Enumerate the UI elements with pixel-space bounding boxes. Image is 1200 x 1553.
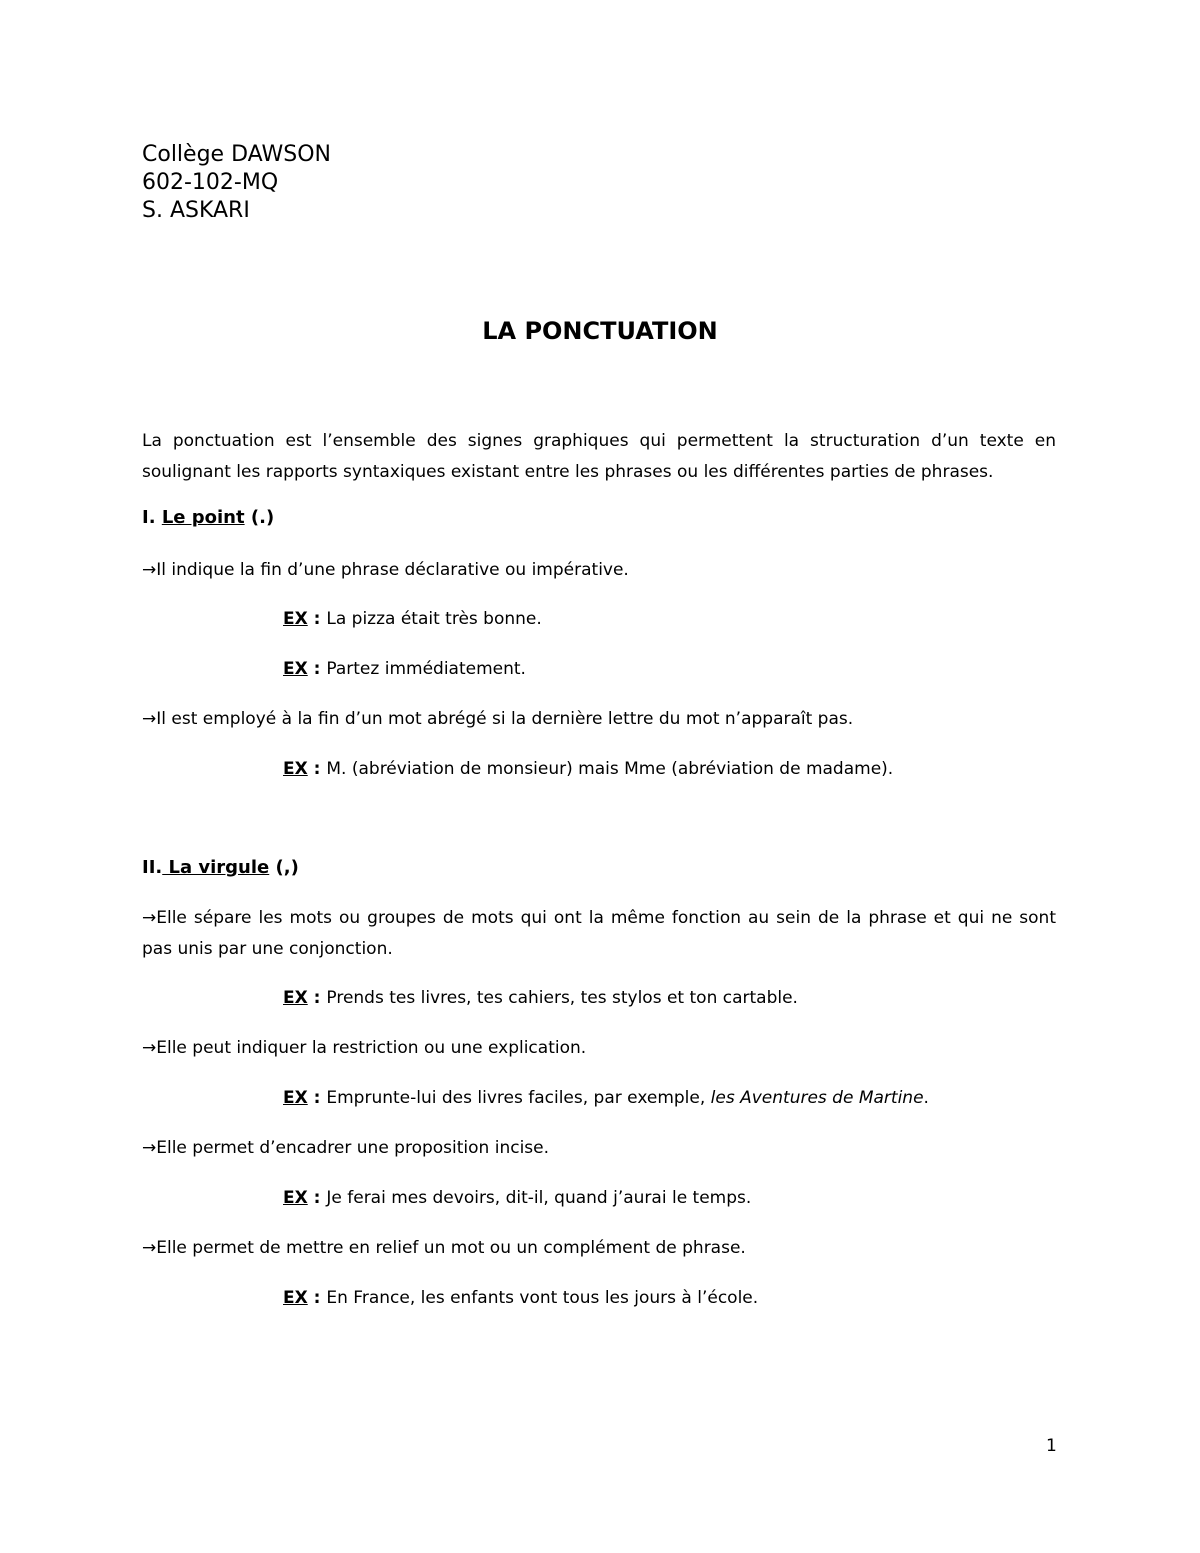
ex-label: EX (283, 1288, 308, 1308)
example-line (283, 986, 798, 1010)
ex-label: EX (283, 1088, 308, 1108)
ex-label: EX (283, 988, 308, 1008)
example-text-end: . (923, 1088, 929, 1108)
header-block (142, 141, 331, 225)
example-line (283, 1086, 929, 1110)
example-line (283, 1286, 758, 1310)
ex-label: EX (283, 759, 308, 779)
example-text: Je ferai mes devoirs, dit-il, quand j’aurai le temps. (326, 1188, 752, 1208)
ex-colon: : (307, 1088, 327, 1108)
example-book-title: les Aventures de Martine (710, 1088, 924, 1108)
college-name: Collège DAWSON (142, 142, 331, 167)
author-name: S. ASKARI (142, 198, 250, 223)
section-symbol: (.) (244, 507, 275, 528)
section-heading-point (142, 506, 274, 530)
rule-virgule-1: →Elle sépare les mots ou groupes de mots qui ont la même fonction au sein de la phrase et qui ne sont pas unis par une conjonction. (142, 908, 1056, 959)
example-text: M. (abréviation de monsieur) mais Mme (abréviation de madame). (326, 759, 894, 779)
rule-virgule-4: →Elle permet de mettre en relief un mot ou un complément de phrase. (142, 1238, 746, 1258)
ex-colon: : (307, 1188, 327, 1208)
rule-point-2: →Il est employé à la fin d’un mot abrégé si la dernière lettre du mot n’apparaît pas. (142, 709, 854, 729)
ex-colon: : (307, 1288, 327, 1308)
page-number: 1 (1046, 1436, 1057, 1456)
rule-virgule-2: →Elle peut indiquer la restriction ou une explication. (142, 1038, 587, 1058)
section-symbol: (,) (269, 857, 299, 878)
example-text: La pizza était très bonne. (326, 609, 542, 629)
section-number: I. (142, 507, 162, 528)
ex-label: EX (283, 609, 308, 629)
ex-label: EX (283, 659, 308, 679)
ex-colon: : (307, 759, 327, 779)
rule-virgule-3: →Elle permet d’encadrer une proposition incise. (142, 1138, 550, 1158)
intro-paragraph: La ponctuation est l’ensemble des signes graphiques qui permettent la structuration d’un texte en soulignant les rapports syntaxiques existant entre les phrases ou les différentes parties de phrases. (142, 431, 1056, 482)
page-title: LA PONCTUATION (482, 317, 718, 345)
example-text: Partez immédiatement. (326, 659, 526, 679)
section-number: II. (142, 857, 163, 878)
example-line (283, 657, 526, 681)
ex-label: EX (283, 1188, 308, 1208)
ex-colon: : (307, 988, 327, 1008)
example-text: En France, les enfants vont tous les jours à l’école. (326, 1288, 759, 1308)
rule-point-1: →Il indique la fin d’une phrase déclarative ou impérative. (142, 560, 629, 580)
ex-colon: : (307, 609, 327, 629)
section-name: La virgule (162, 857, 270, 878)
course-code: 602-102-MQ (142, 170, 279, 195)
example-line (283, 757, 893, 781)
example-text: Prends tes livres, tes cahiers, tes stylos et ton cartable. (326, 988, 798, 1008)
ex-colon: : (307, 659, 327, 679)
section-heading-virgule (142, 856, 299, 880)
example-line (283, 1186, 751, 1210)
example-line (283, 607, 542, 631)
section-name: Le point (161, 507, 245, 528)
example-text: Emprunte-lui des livres faciles, par exemple, (326, 1088, 711, 1108)
